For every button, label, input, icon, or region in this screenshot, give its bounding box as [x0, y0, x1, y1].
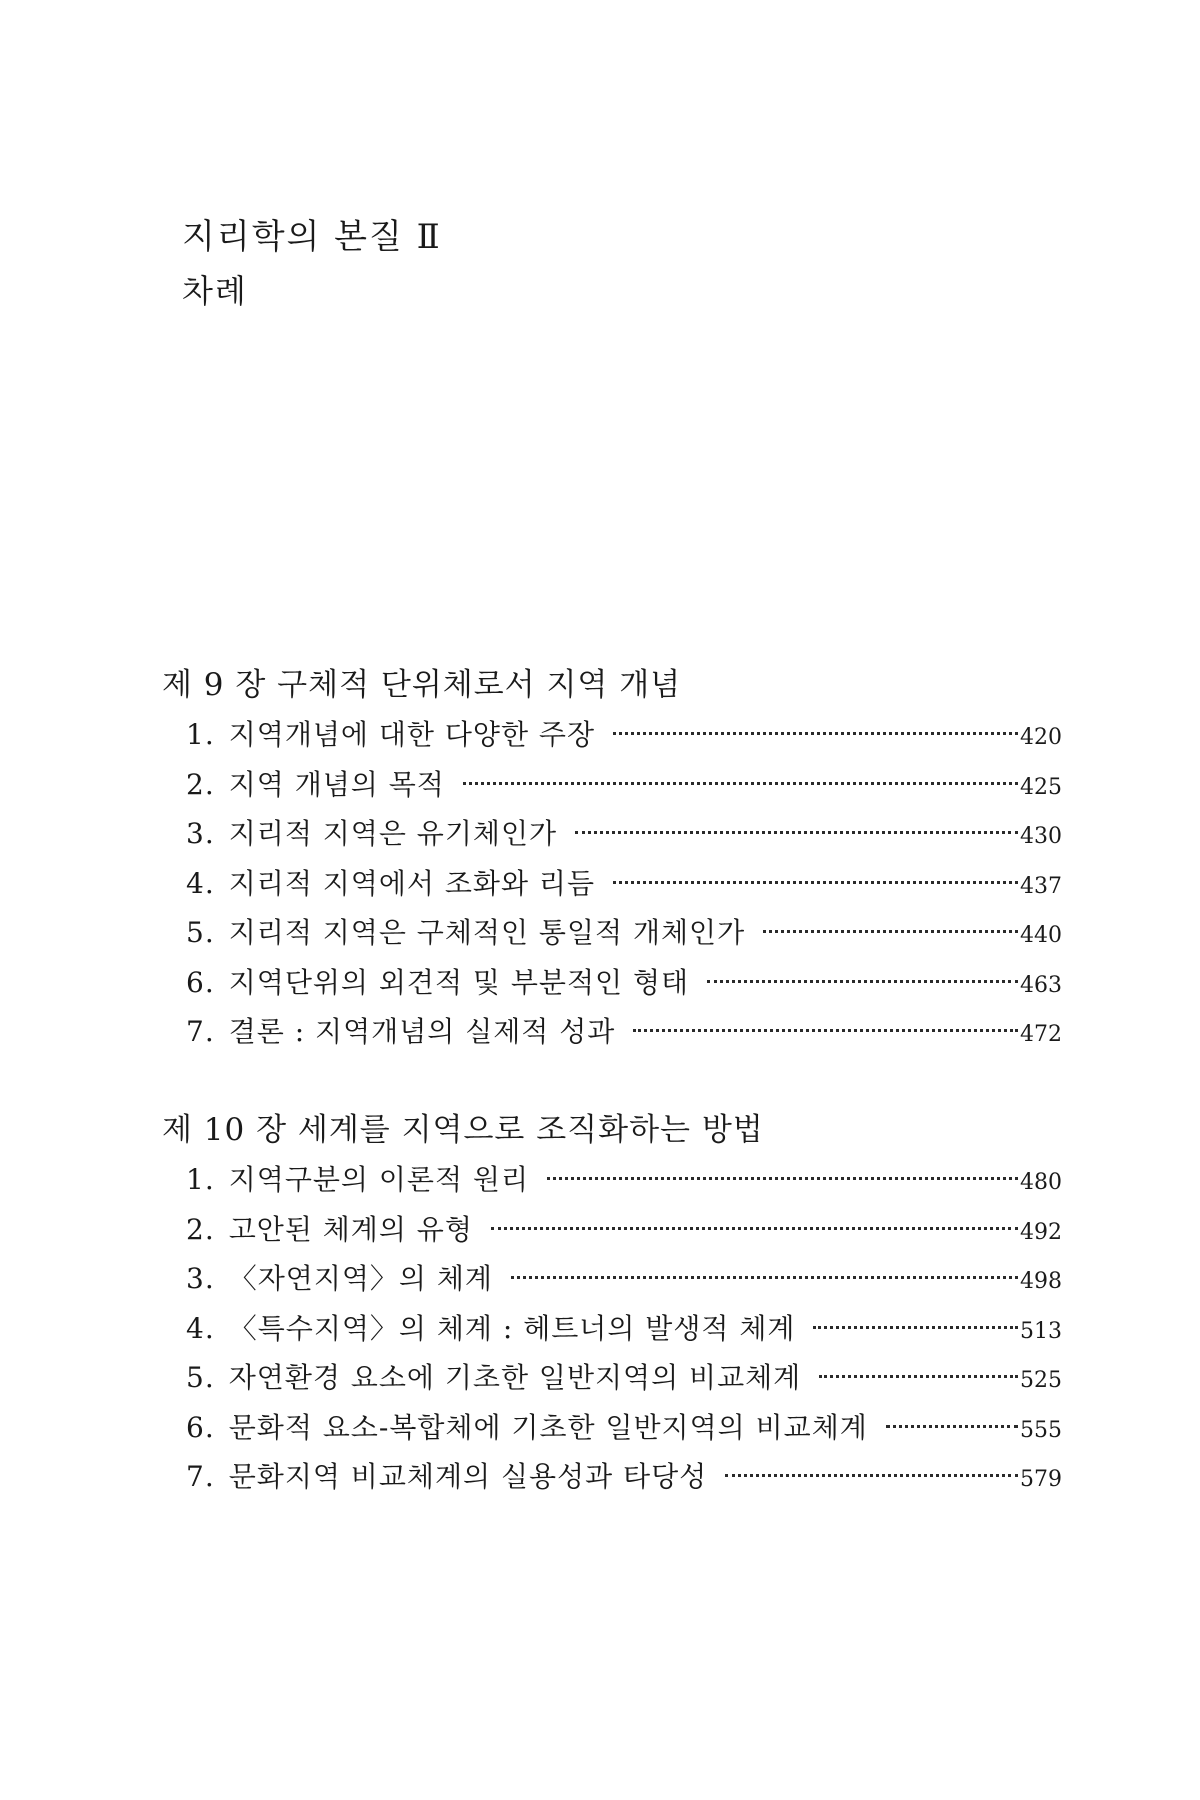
section-title: 문화지역 비교체계의 실용성과 타당성	[228, 1460, 708, 1493]
section-number: 2.	[186, 1212, 215, 1246]
section-number: 1.	[186, 1163, 215, 1196]
section-title: 지리적 지역에서 조화와 리듬	[228, 866, 595, 900]
toc-entry[interactable]	[162, 1208, 1062, 1258]
section-title: 지리적 지역은 유기체인가	[228, 817, 558, 850]
page-number: 420	[1020, 725, 1062, 750]
section-number: 4.	[186, 1311, 215, 1345]
toc-entry[interactable]	[162, 812, 1062, 862]
dot-leader	[819, 1375, 1018, 1378]
chapter-title: 제 9 장 구체적 단위체로서 지역 개념	[162, 667, 682, 703]
toc-entry[interactable]	[162, 961, 1062, 1011]
book-title: 지리학의 본질 Ⅱ	[182, 217, 442, 257]
chapter-10	[162, 1110, 1062, 1521]
page-number: 513	[1020, 1318, 1062, 1344]
toc-entry[interactable]	[162, 1455, 1062, 1505]
page-number: 480	[1020, 1170, 1062, 1195]
page-number: 525	[1020, 1368, 1062, 1393]
page-number: 437	[1020, 873, 1062, 899]
dot-leader	[575, 831, 1018, 834]
toc-entry[interactable]	[162, 1158, 1062, 1208]
page-number: 425	[1020, 774, 1062, 800]
dot-leader	[886, 1425, 1018, 1428]
dot-leader	[725, 1474, 1018, 1477]
section-title: 지역구분의 이론적 원리	[228, 1163, 530, 1196]
dot-leader	[763, 930, 1018, 933]
section-number: 7.	[186, 1015, 215, 1048]
section-list	[162, 713, 1062, 1060]
section-title: 지역 개념의 목적	[228, 767, 445, 801]
chapter-title: 제 10 장 세계를 지역으로 조직화하는 방법	[162, 1112, 764, 1148]
section-number: 3.	[186, 1262, 215, 1295]
dot-leader	[707, 980, 1018, 983]
section-title: 지리적 지역은 구체적인 통일적 개체인가	[228, 916, 746, 949]
dot-leader	[613, 732, 1018, 735]
dot-leader	[633, 1029, 1018, 1032]
toc-entry[interactable]	[162, 1010, 1062, 1060]
section-number: 4.	[186, 866, 215, 900]
toc-entry[interactable]	[162, 1307, 1062, 1357]
section-number: 5.	[186, 1361, 215, 1394]
section-title: 고안된 체계의 유형	[228, 1212, 473, 1246]
dot-leader	[491, 1227, 1018, 1230]
section-number: 2.	[186, 767, 215, 801]
toc-entry[interactable]	[162, 1257, 1062, 1307]
section-title: 자연환경 요소에 기초한 일반지역의 비교체계	[228, 1361, 802, 1394]
section-list	[162, 1158, 1062, 1505]
page-number: 430	[1020, 824, 1062, 849]
section-title: 지역개념에 대한 다양한 주장	[228, 718, 595, 751]
dot-leader	[463, 782, 1018, 785]
toc-entry[interactable]	[162, 713, 1062, 763]
page-number: 492	[1020, 1219, 1062, 1245]
section-number: 7.	[186, 1460, 215, 1493]
page-number: 472	[1020, 1022, 1062, 1047]
page-number: 440	[1020, 923, 1062, 948]
section-title: 〈특수지역〉의 체계 : 헤트너의 발생적 체계	[228, 1311, 796, 1345]
toc-entry[interactable]	[162, 1406, 1062, 1456]
section-title: 결론 : 지역개념의 실제적 성과	[228, 1015, 616, 1048]
section-title: 〈자연지역〉의 체계	[228, 1262, 493, 1295]
page-number: 463	[1020, 972, 1062, 998]
page-number: 579	[1020, 1467, 1062, 1492]
section-number: 6.	[186, 1410, 215, 1444]
toc-entry[interactable]	[162, 862, 1062, 912]
section-title: 문화적 요소-복합체에 기초한 일반지역의 비교체계	[228, 1410, 868, 1444]
section-number: 6.	[186, 965, 215, 999]
dot-leader	[813, 1326, 1018, 1329]
section-title: 지역단위의 외견적 및 부분적인 형태	[228, 965, 690, 999]
dot-leader	[511, 1276, 1018, 1279]
page-number: 498	[1020, 1269, 1062, 1294]
chapter-9	[162, 665, 1062, 1076]
page-number: 555	[1020, 1417, 1062, 1443]
section-number: 3.	[186, 817, 215, 850]
section-number: 1.	[186, 718, 215, 751]
section-number: 5.	[186, 916, 215, 949]
toc-heading: 차례	[182, 272, 248, 310]
toc-entry[interactable]	[162, 763, 1062, 813]
dot-leader	[547, 1177, 1018, 1180]
toc-entry[interactable]	[162, 1356, 1062, 1406]
dot-leader	[613, 881, 1018, 884]
toc-entry[interactable]	[162, 911, 1062, 961]
